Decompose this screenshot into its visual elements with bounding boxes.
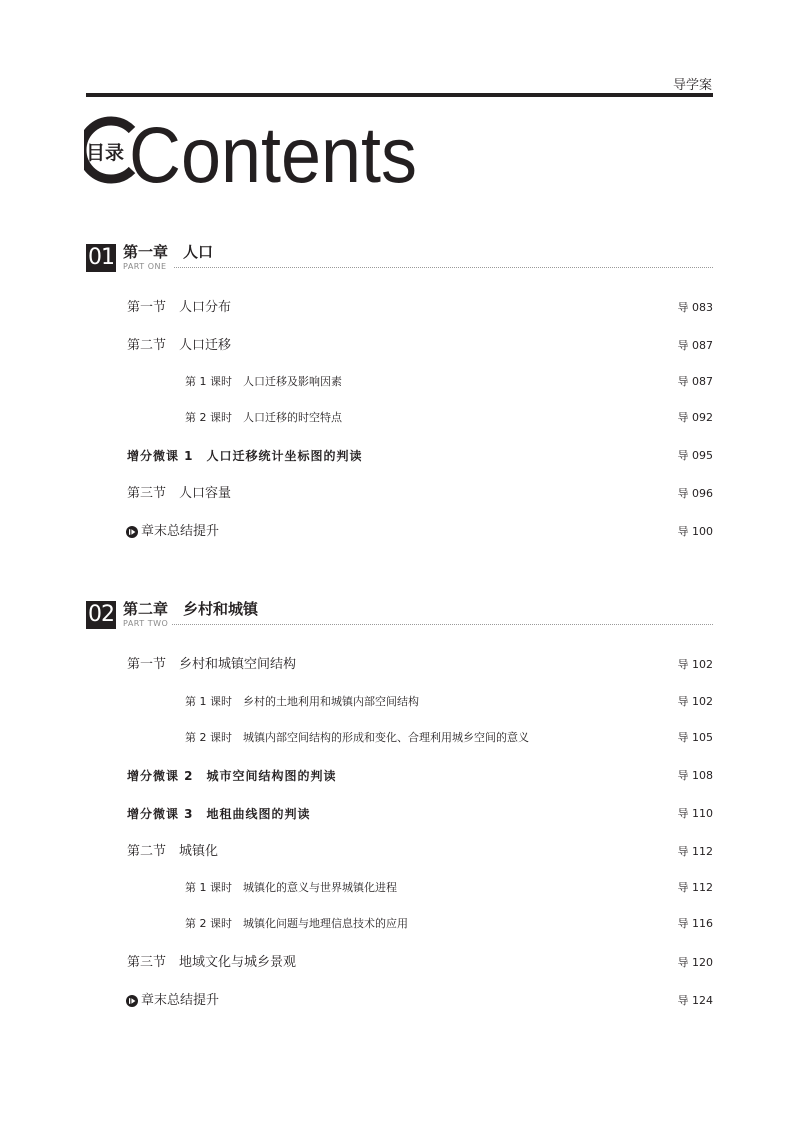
toc-entry[interactable] [86, 336, 713, 356]
chapter-dotted-rule [174, 267, 713, 268]
chapter-dotted-rule [172, 624, 713, 625]
contents-logo [84, 108, 424, 192]
toc-entry[interactable] [86, 728, 713, 748]
toc-entry-page: 导 116 [677, 917, 713, 930]
toc-entry-title: 第一节 乡村和城镇空间结构 [127, 657, 297, 672]
chapter-number-badge: 02 [88, 602, 114, 627]
toc-entry[interactable] [86, 878, 713, 898]
toc-entry-page: 导 108 [677, 769, 713, 782]
toc-entry-title: 第三节 地域文化与城乡景观 [127, 955, 297, 970]
toc-entry[interactable] [86, 804, 713, 824]
toc-entry-title: 章末总结提升 [141, 524, 220, 539]
toc-entry-page: 导 092 [677, 411, 713, 424]
toc-entry-title: 第三节 人口容量 [127, 486, 232, 501]
document-header-label: 导学案 [672, 78, 712, 93]
chapter-part-label: PART ONE [123, 262, 167, 271]
toc-entry-title: 章末总结提升 [141, 993, 220, 1008]
toc-entry-title: 第 1 课时 人口迁移及影响因素 [185, 375, 342, 388]
toc-entry[interactable] [86, 692, 713, 712]
toc-entry-page: 导 124 [677, 994, 713, 1007]
toc-entry-page: 导 087 [677, 339, 713, 352]
toc-entry[interactable] [86, 914, 713, 934]
toc-entry[interactable] [86, 766, 713, 786]
toc-entry-page: 导 112 [677, 845, 713, 858]
logo-cn-text: 目录 [86, 142, 125, 164]
toc-entry-title: 第 1 课时 乡村的土地利用和城镇内部空间结构 [185, 695, 419, 708]
toc-entry[interactable] [86, 446, 713, 466]
toc-entry-title: 增分微课 1 人口迁移统计坐标图的判读 [127, 449, 363, 463]
toc-entry-title: 第一节 人口分布 [127, 300, 232, 315]
header-rule [86, 93, 713, 97]
toc-entry-page: 导 102 [677, 658, 713, 671]
toc-entry-title: 第 1 课时 城镇化的意义与世界城镇化进程 [185, 881, 397, 894]
toc-entry-page: 导 100 [677, 525, 713, 538]
chapter-number-badge: 01 [88, 245, 114, 270]
toc-entry-page: 导 095 [677, 449, 713, 462]
toc-entry-title: 增分微课 2 城市空间结构图的判读 [127, 769, 337, 783]
toc-entry[interactable] [86, 522, 713, 542]
toc-entry-title: 第 2 课时 城镇内部空间结构的形成和变化、合理利用城乡空间的意义 [185, 731, 529, 744]
toc-entry[interactable] [86, 298, 713, 318]
toc-entry[interactable] [86, 372, 713, 392]
toc-entry-page: 导 110 [677, 807, 713, 820]
toc-entry-page: 导 102 [677, 695, 713, 708]
chapter-title: 第二章 乡村和城镇 [123, 600, 259, 618]
toc-entry-title: 第 2 课时 人口迁移的时空特点 [185, 411, 342, 424]
toc-entry-title: 增分微课 3 地租曲线图的判读 [127, 807, 311, 821]
chapter-title: 第一章 人口 [123, 243, 214, 261]
toc-entry[interactable] [86, 655, 713, 675]
toc-entry-page: 导 083 [677, 301, 713, 314]
toc-entry-title: 第 2 课时 城镇化问题与地理信息技术的应用 [185, 917, 408, 930]
toc-entry-page: 导 120 [677, 956, 713, 969]
chapter-part-label: PART TWO [123, 619, 169, 628]
toc-entry-page: 导 087 [677, 375, 713, 388]
toc-entry-page: 导 096 [677, 487, 713, 500]
toc-entry-title: 第二节 人口迁移 [127, 338, 232, 353]
logo-en-text: Contents [129, 110, 417, 192]
toc-entry[interactable] [86, 953, 713, 973]
toc-entry[interactable] [86, 991, 713, 1011]
toc-entry[interactable] [86, 408, 713, 428]
toc-entry[interactable] [86, 484, 713, 504]
play-circle-icon [126, 526, 138, 538]
toc-entry-page: 导 112 [677, 881, 713, 894]
play-circle-icon [126, 995, 138, 1007]
toc-entry-title: 第二节 城镇化 [127, 844, 219, 859]
toc-entry[interactable] [86, 842, 713, 862]
toc-entry-page: 导 105 [677, 731, 713, 744]
